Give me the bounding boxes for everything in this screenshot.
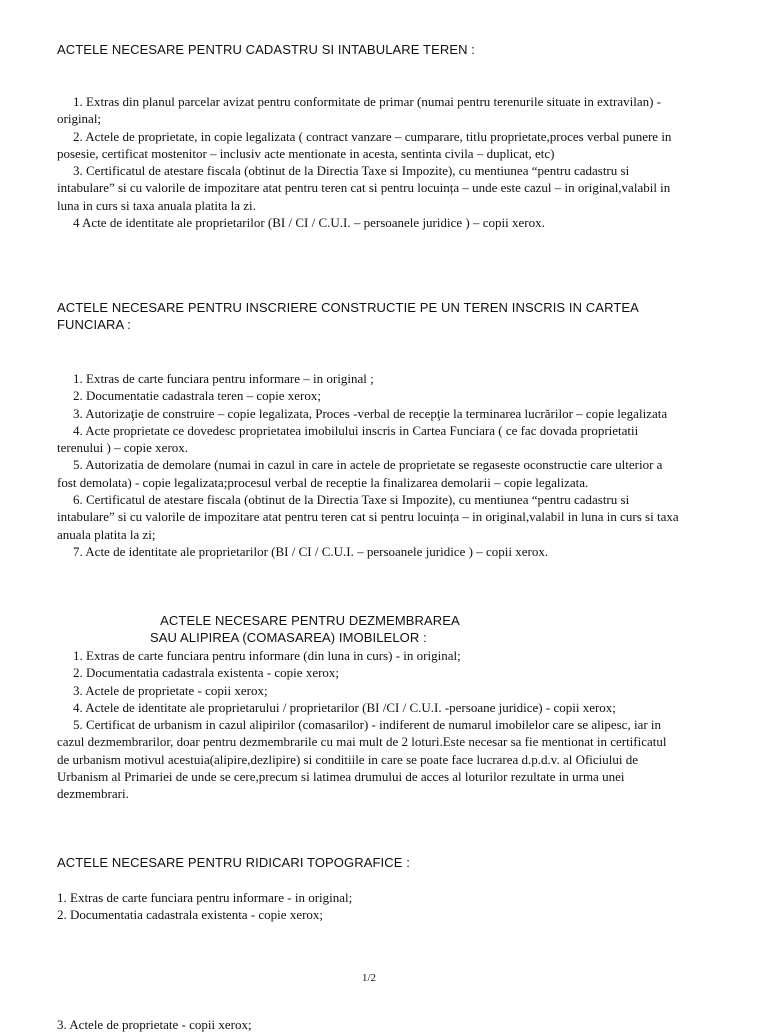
list-item: 4 Acte de identitate ale proprietarilor (BI / CI / C.U.I. – persoanele juridice ) – copii xerox. (73, 215, 545, 231)
section1-list (57, 93, 679, 231)
list-item: 5. Autorizatia de demolare (numai in cazul in care in actele de proprietate se regaseste oconstructie care ulterior a fost demolata) - copie legalizata;procesul verbal de receptie la finalizarea demolarii – copie legalizata. (57, 457, 663, 490)
page-number: 1/2 (361, 972, 377, 984)
list-item: 1. Extras de carte funciara pentru informare - in original; (57, 890, 353, 905)
list-item: 2. Documentatie cadastrala teren – copie xerox; (73, 388, 321, 404)
section4-heading: ACTELE NECESARE PENTRU RIDICARI TOPOGRAFICE : (57, 855, 410, 870)
list-item: 2. Documentatia cadastrala existenta - copie xerox; (73, 665, 340, 681)
section2-heading: ACTELE NECESARE PENTRU INSCRIERE CONSTRUCTIE PE UN TEREN INSCRIS IN CARTEA FUNCIARA : (57, 300, 639, 332)
next-page-text: 3. Actele de proprietate - copii xerox; (57, 1017, 252, 1032)
section1-heading: ACTELE NECESARE PENTRU CADASTRU SI INTABULARE TEREN : (57, 42, 476, 57)
list-item: 6. Certificatul de atestare fiscala (obtinut de la Directia Taxe si Impozite), cu mentiunea “pentru cadastru si intabulare” si cu valorile de impozitare atat pentru teren cat si pentru locuința – in original,valabil in luna in curs si taxa anuala platita la zi; (57, 492, 679, 542)
list-item: 2. Actele de proprietate, in copie legalizata ( contract vanzare – cumparare, titlu proprietate,proces verbal punere in posesie, certificat mostenitor – inclusiv acte mentionate in acesta, sentinta civila – duplicat, etc) (57, 128, 672, 161)
section3-list (57, 647, 679, 803)
list-item: 3. Actele de proprietate - copii xerox; (73, 682, 268, 698)
section3-heading-line1: ACTELE NECESARE PENTRU DEZMEMBRAREA (160, 613, 460, 628)
list-item: 1. Extras din planul parcelar avizat pentru conformitate de primar (numai pentru terenurile situate in extravilan) -original; (57, 94, 662, 127)
list-item: 4. Actele de identitate ale proprietarului / proprietarilor (BI /CI / C.U.I. -persoane juridice) - copii xerox; (73, 699, 616, 715)
list-item: 5. Certificat de urbanism in cazul alipirilor (comasarilor) - indiferent de numarul imobilelor care se alipesc, iar in cazul dezmembrarilor, doar pentru dezmembrarile cu mai mult de 2 loturi.Este necesar sa fie mentionat in certificatul de urbanism motivul acestuia(alipire,dezlipire) si conditiile in care se poate face lucrarea d.p.d.v. al Oficiului de Urbanism al Primariei de unde se cere,precum si latimea drumului de acces al loturilor rezultate in urma unei dezmembrari. (57, 717, 667, 802)
list-item: 7. Acte de identitate ale proprietarilor (BI / CI / C.U.I. – persoanele juridice ) – copii xerox. (73, 543, 549, 559)
list-item: 1. Extras de carte funciara pentru informare – in original ; (73, 371, 374, 386)
list-item: 2. Documentatia cadastrala existenta - copie xerox; (57, 907, 324, 923)
section2-list (57, 370, 679, 560)
section4-list (57, 889, 679, 924)
list-item: 3. Certificatul de atestare fiscala (obtinut de la Directia Taxe si Impozite), cu mentiunea “pentru cadastru si intabulare” si cu valorile de impozitare atat pentru teren cat si pentru locuința – unde este cazul – in original,valabil in luna in curs si taxa anuala platita la zi. (57, 163, 671, 213)
list-item: 3. Autorizaţie de construire – copie legalizata, Proces -verbal de recepţie la terminarea lucrărilor – copie legalizata (73, 405, 668, 421)
list-item: 1. Extras de carte funciara pentru informare (din luna in curs) - in original; (73, 648, 461, 663)
list-item: 4. Acte proprietate ce dovedesc proprietatea imobilului inscris in Cartea Funciara ( ce fac dovada proprietatii terenului ) – copie xerox. (57, 422, 639, 456)
section3-heading-line2: SAU ALIPIREA (COMASAREA) IMOBILELOR : (150, 630, 427, 645)
